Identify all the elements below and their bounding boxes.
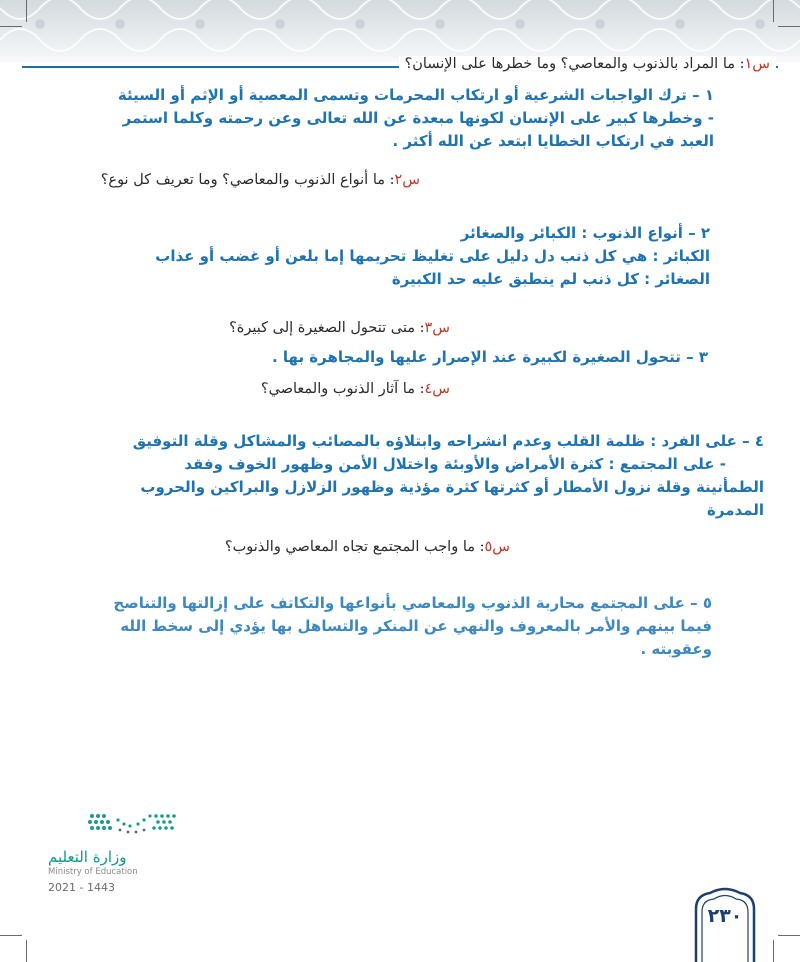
answer-line: فيما بينهم والأمر بالمعروف والنهي عن المنكر والتساهل بها يؤدي إلى سخط الله [120, 617, 712, 635]
question-number: س٥ [484, 539, 510, 555]
question-text: : ما أنواع الذنوب والمعاصي؟ وما تعريف كل نوع؟ [100, 172, 395, 188]
answer-line: ٢ – أنواع الذنوب : الكبائر والصغائر [460, 224, 710, 242]
question-3 [229, 320, 450, 336]
header-ornament-band [0, 0, 800, 62]
edition-year: 2021 - 1443 [48, 881, 115, 894]
answer-line: الصغائر : كل ذنب لم ينطبق عليه حد الكبيرة [391, 270, 710, 288]
page-number: ٢٣٠ [707, 905, 743, 927]
question-text: : ما آثار الذنوب والمعاصي؟ [260, 381, 425, 397]
answer-line: ٥ – على المجتمع محاربة الذنوب والمعاصي بأنواعها والتكاتف على إزالتها والتناصح [113, 594, 712, 612]
question-text: : ما المراد بالذنوب والمعاصي؟ وما خطرها على الإنسان؟ [404, 56, 745, 72]
answer-4 [133, 430, 764, 522]
question-number: س٤ [424, 381, 450, 397]
crop-mark [778, 26, 800, 27]
answer-line: المدمرة [707, 501, 764, 519]
crop-mark [773, 940, 774, 962]
answer-line: وعقوبته . [640, 640, 712, 658]
answer-line: ٤ – على الفرد : ظلمة القلب وعدم انشراحه وابتلاؤه بالمصائب والمشاكل وقلة التوفيق [132, 432, 764, 450]
answer-5 [113, 592, 712, 661]
answer-line: الكبائر : هي كل ذنب دل دليل على تغليظ تحريمها إما بلعن أو غضب أو عذاب [155, 247, 710, 265]
question-5 [225, 539, 510, 555]
question-number: س١ [744, 56, 770, 72]
answer-3 [272, 346, 708, 369]
answer-line: العبد في ارتكاب الخطايا ابتعد عن الله أكثر . [392, 132, 714, 150]
answer-1 [118, 84, 714, 153]
question-number: س٢ [394, 172, 420, 188]
crop-mark [778, 935, 800, 936]
question-4 [261, 381, 450, 397]
ministry-name-english: Ministry of Education [48, 867, 138, 877]
answer-line: - على المجتمع : كثرة الأمراض والأوبئة واختلال الأمن وظهور الخوف وفقد [184, 455, 726, 473]
crop-mark [0, 26, 22, 27]
answer-line: ٣ – تتحول الصغيرة لكبيرة عند الإصرار عليها والمجاهرة بها . [271, 348, 708, 366]
crop-mark [26, 0, 27, 22]
question-text: : ما واجب المجتمع تجاه المعاصي والذنوب؟ [224, 539, 485, 555]
crop-mark [773, 0, 774, 22]
answer-2 [155, 222, 710, 291]
answer-line: ١ – ترك الواجبات الشرعية أو ارتكاب المحرمات وتسمى المعصية أو الإثم أو السيئة [117, 86, 714, 104]
question-number: س٣ [424, 320, 450, 336]
question-2 [101, 172, 420, 188]
question-1 [399, 56, 776, 72]
question-text: : متى تتحول الصغيرة إلى كبيرة؟ [229, 320, 425, 336]
arabesque-pattern-icon [0, 0, 800, 62]
crop-mark [26, 940, 27, 962]
answer-line: - وخطرها كبير على الإنسان لكونها مبعدة عن الله تعالى وعن رحمته وكلما استمر [122, 109, 714, 127]
crop-mark [0, 935, 22, 936]
answer-line: الطمأنينة وقلة نزول الأمطار أو كثرتها كثرة مؤذية وظهور الزلازل والبراكين والحروب [140, 478, 764, 496]
ministry-name-arabic: وزارة التعليم [48, 848, 127, 866]
